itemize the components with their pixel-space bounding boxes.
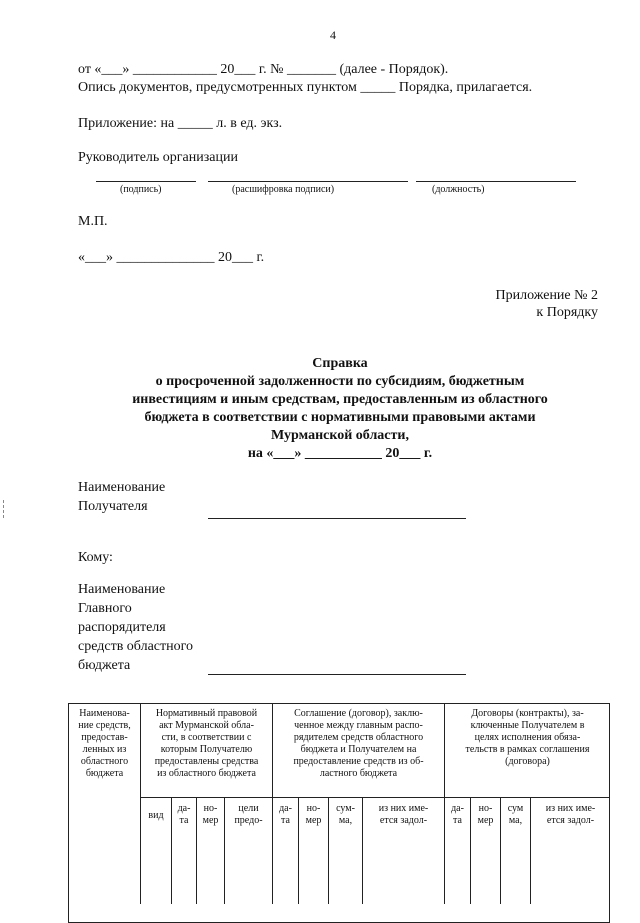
position-caption: (должность)	[432, 184, 485, 195]
decode-caption: (расшифровка подписи)	[232, 184, 335, 195]
sub-date: да- та	[177, 803, 191, 826]
doc-title-line4: Мурманской области,	[271, 428, 409, 443]
header-contracts: Договоры (контракты), за- ключенные Получателем в целях исполнения обяза- тельств в рамках соглашения (договора)	[465, 708, 590, 767]
recipient-line	[208, 518, 466, 519]
sub-agreement-date: да- та	[279, 803, 292, 826]
sub-agreement-number: но- мер	[305, 803, 322, 826]
header-agreement: Соглашение (договор), заклю- ченное между главным распо- рядителем средств областного бюджета и Получателем на предоставление средств из об- ластного бюджета	[293, 708, 424, 779]
inventory-line: Опись документов, предусмотренных пунктом _____ Порядка, прилагается.	[78, 80, 533, 95]
decode-line	[208, 181, 408, 182]
header-funds-name: Наименова- ние средств, предостав- ленных из областного бюджета	[78, 708, 131, 779]
sub-type: вид	[148, 810, 164, 821]
appendix-number: Приложение № 2	[495, 288, 598, 303]
head-label: Руководитель организации	[78, 150, 238, 165]
table-divider	[140, 797, 610, 798]
sub-contract-debt: из них име- ется задол-	[545, 803, 596, 826]
appendix-ref: к Порядку	[536, 305, 598, 320]
doc-title-line3: бюджета в соответствии с нормативными правовыми актами	[144, 410, 536, 425]
to-label: Кому:	[78, 550, 113, 565]
signature-caption: (подпись)	[120, 184, 162, 195]
manager-line	[208, 674, 466, 675]
sub-purposes: цели предо-	[234, 803, 263, 826]
sub-agreement-sum: сум- ма,	[336, 803, 355, 826]
recipient-label: Наименование Получателя	[78, 480, 166, 514]
sub-agreement-debt: из них име- ется задол-	[378, 803, 429, 826]
sub-contract-number: но- мер	[477, 803, 494, 826]
stamp-label: М.П.	[78, 214, 108, 229]
position-line	[416, 181, 576, 182]
doc-title-line1: о просроченной задолженности по субсидиям, бюджетным	[155, 374, 525, 389]
doc-title-line2: инвестициям и иным средствам, предоставленным из областного	[132, 392, 548, 407]
signature-line	[96, 181, 196, 182]
margin-mark	[3, 500, 4, 518]
manager-label: Наименование Главного распорядителя средств областного бюджета	[78, 582, 194, 673]
doc-title-date: на «___» ___________ 20___ г.	[247, 446, 433, 461]
page-number: 4	[330, 28, 336, 42]
sub-contract-sum: сум ма,	[507, 803, 524, 826]
reference-line: от «___» ____________ 20___ г. № _______ (далее - Порядок).	[78, 62, 449, 77]
sub-number: но- мер	[202, 803, 219, 826]
sub-contract-date: да- та	[451, 803, 464, 826]
attachment-line: Приложение: на _____ л. в ед. экз.	[78, 116, 283, 131]
date-line: «___» ______________ 20___ г.	[78, 250, 265, 265]
header-legal-act: Нормативный правовой акт Мурманской обла- сти, в соответствии с которым Получателю предоставлены средства из областного бюджета	[154, 708, 259, 779]
doc-heading: Справка	[312, 356, 368, 371]
